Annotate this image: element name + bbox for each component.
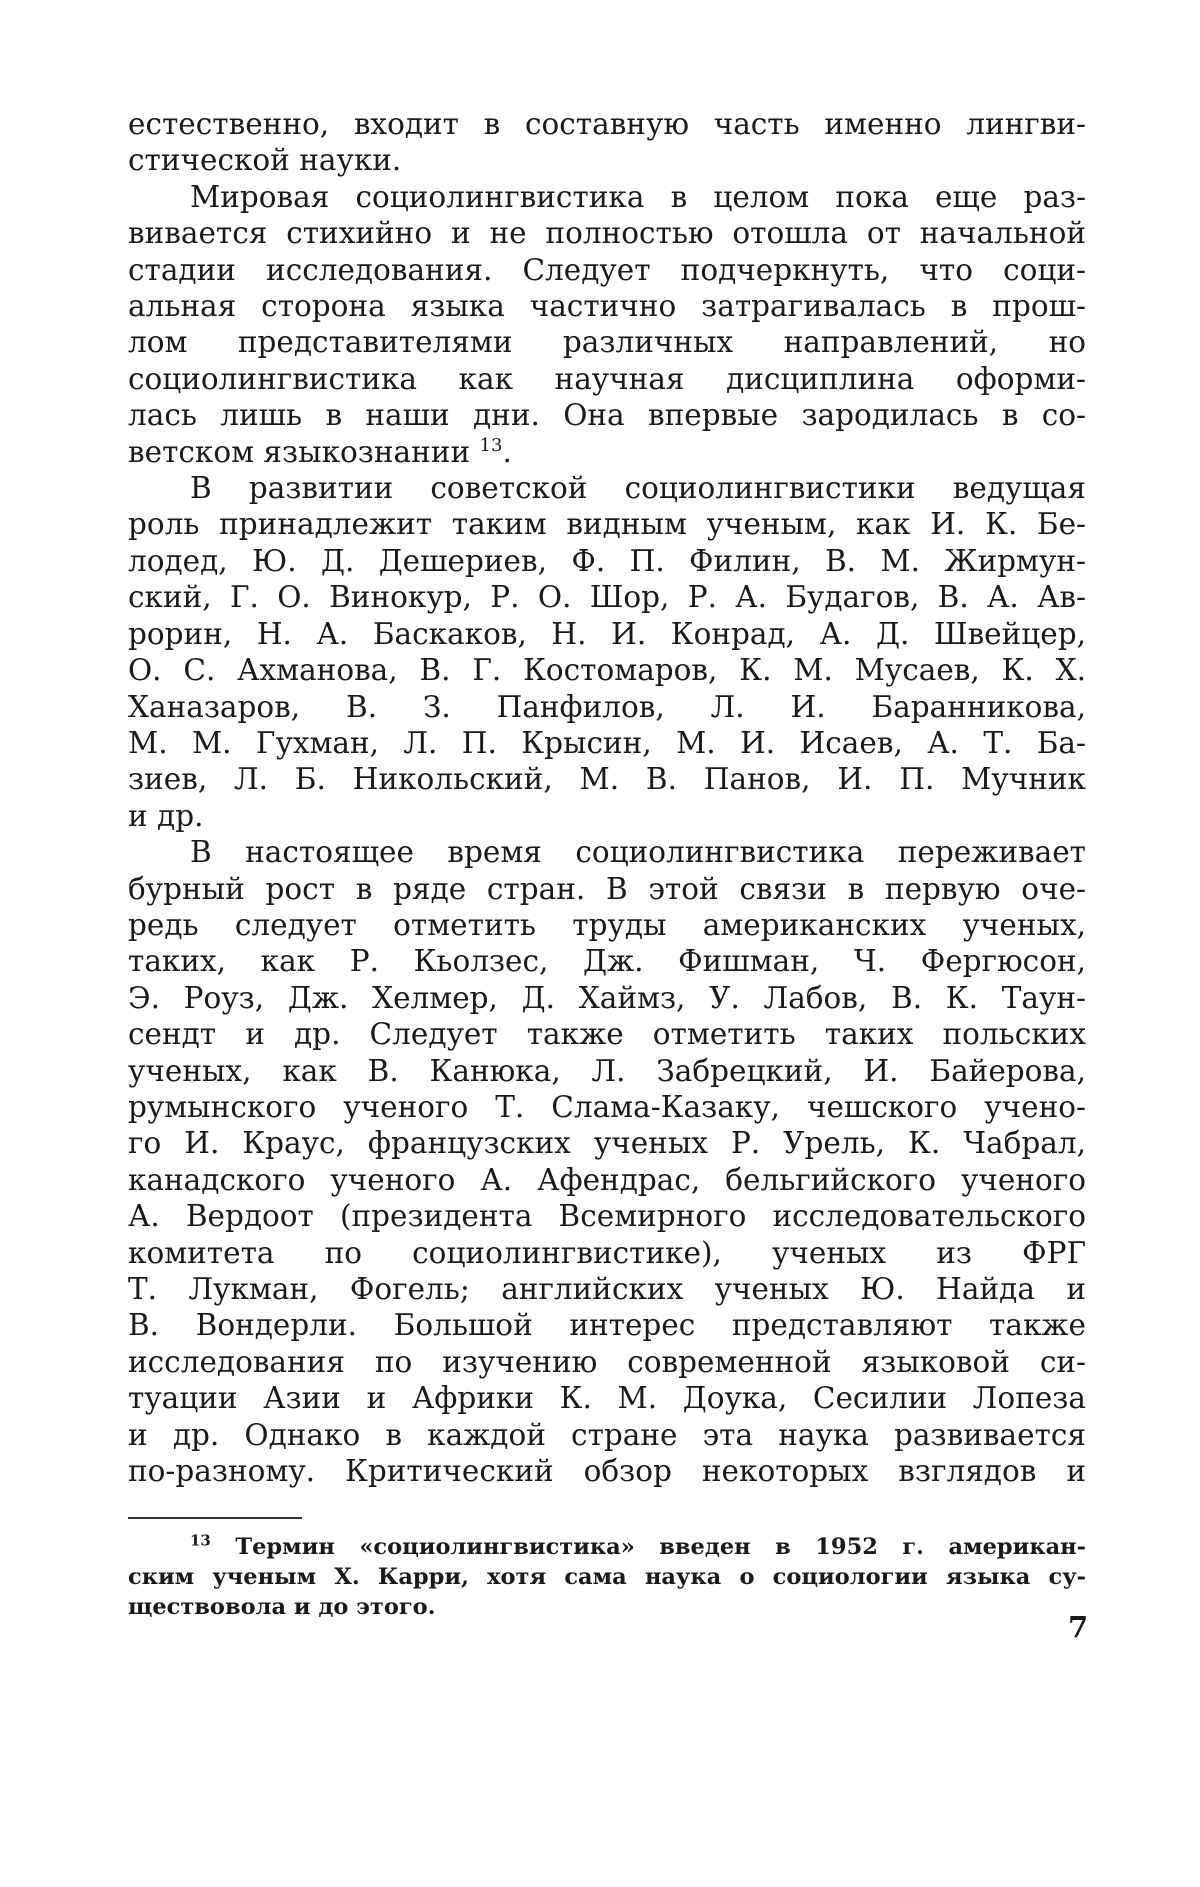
page-number: 7 — [1068, 1610, 1089, 1644]
paragraph-4 — [128, 834, 1086, 1489]
text-line: В развитии советской социолингвистики ведущая — [190, 471, 1086, 506]
text-line: и др. Однако в каждой стране эта наука развивается — [128, 1417, 1086, 1452]
text-line: канадского ученого А. Афендрас, бельгийского ученого — [128, 1162, 1086, 1197]
text-line: Т. Лукман, Фогель; английских ученых Ю. Найда и — [128, 1272, 1086, 1306]
text-line: рорин, Н. А. Баскаков, Н. И. Конрад, А. Д. Швейцер, — [128, 616, 1086, 651]
text-line-with-footnote: ветском языкознании $^{13}$. — [128, 434, 512, 469]
footnote-reference[interactable]: 13 — [479, 434, 503, 456]
text-line: лась лишь в наши дни. Она впервые зародилась в со- — [128, 398, 1086, 433]
footnote-line: ществовола и до этого. — [128, 1594, 436, 1620]
text-line: Ханазаров, В. З. Панфилов, Л. И. Баранникова, — [128, 689, 1086, 724]
text-line: зиев, Л. Б. Никольский, М. В. Панов, И. П. Мучник — [128, 762, 1086, 797]
paragraph-1 — [128, 106, 1086, 179]
text-line: В настоящее время социолингвистика переживает — [190, 835, 1086, 870]
text-line: ученых, как В. Канюка, Л. Забрецкий, И. Байерова, — [128, 1053, 1086, 1088]
text-line: ский, Г. О. Винокур, Р. О. Шор, Р. А. Будагов, В. А. Ав- — [128, 580, 1086, 615]
text-line: М. М. Гухман, Л. П. Крысин, М. И. Исаев, А. Т. Ба- — [128, 725, 1086, 760]
text-line: ветском языкознании — [128, 434, 471, 469]
text-line: Э. Роуз, Дж. Хелмер, Д. Хаймз, У. Лабов, В. К. Таун- — [128, 980, 1086, 1015]
text-line: Мировая социолингвистика в целом пока еще раз- — [190, 179, 1086, 214]
text-line: лодед, Ю. Д. Дешериев, Ф. П. Филин, В. М. Жирмун- — [128, 543, 1086, 578]
footnote-line: ским ученым Х. Карри, хотя сама наука о социологии языка су- — [128, 1564, 1086, 1590]
text-line: румынского ученого Т. Слама-Казаку, чешского учено- — [128, 1089, 1086, 1124]
paragraph-2 — [128, 179, 1086, 470]
text-line: роль принадлежит таким видным ученым, как И. К. Бе- — [128, 507, 1086, 542]
footnote-divider — [128, 1517, 302, 1519]
footnote-number: 13 — [190, 1531, 211, 1550]
text-line: О. С. Ахманова, В. Г. Костомаров, К. М. Мусаев, К. Х. — [128, 653, 1086, 688]
text-line: туации Азии и Африки К. М. Доука, Сесилии Лопеза — [128, 1381, 1086, 1416]
text-line: бурный рост в ряде стран. В этой связи в первую оче- — [128, 871, 1086, 906]
footnote — [128, 1532, 1086, 1622]
text-line: таких, как Р. Кьолзес, Дж. Фишман, Ч. Фергюсон, — [128, 944, 1086, 979]
text-line: комитета по социолингвистике), ученых из ФРГ — [128, 1235, 1086, 1270]
text-line: А. Вердоот (президента Всемирного исследовательского — [128, 1199, 1086, 1234]
text-line: социолингвистика как научная дисциплина оформи- — [128, 361, 1086, 396]
text-line: го И. Краус, французских ученых Р. Урель, К. Чабрал, — [128, 1126, 1086, 1161]
text-line: по-разному. Критический обзор некоторых взглядов и — [128, 1454, 1086, 1489]
text-line: стадии исследования. Следует подчеркнуть, что соци- — [128, 252, 1086, 287]
footnote-line — [128, 1532, 1086, 1562]
footnote-text: Термин «социолингвистика» введен в 1952 г. американ- — [235, 1534, 1086, 1560]
text-line: и др. — [128, 798, 204, 833]
text-line: стической науки. — [128, 143, 402, 178]
text-line: вивается стихийно и не полностью отошла от начальной — [128, 216, 1086, 251]
paragraph-3 — [128, 470, 1086, 834]
text-line: лом представителями различных направлений, но — [128, 325, 1086, 360]
text-line: сендт и др. Следует также отметить таких польских — [128, 1017, 1086, 1052]
text-line: редь следует отметить труды американских ученых, — [128, 907, 1086, 942]
text-line: альная сторона языка частично затрагивалась в прош- — [128, 289, 1086, 324]
text-line: В. Вондерли. Большой интерес представляют также — [128, 1308, 1086, 1343]
body-text — [128, 106, 1086, 1489]
text-line: исследования по изучению современной языковой си- — [128, 1344, 1086, 1379]
text-line: естественно, входит в составную часть именно лингви- — [128, 107, 1086, 141]
